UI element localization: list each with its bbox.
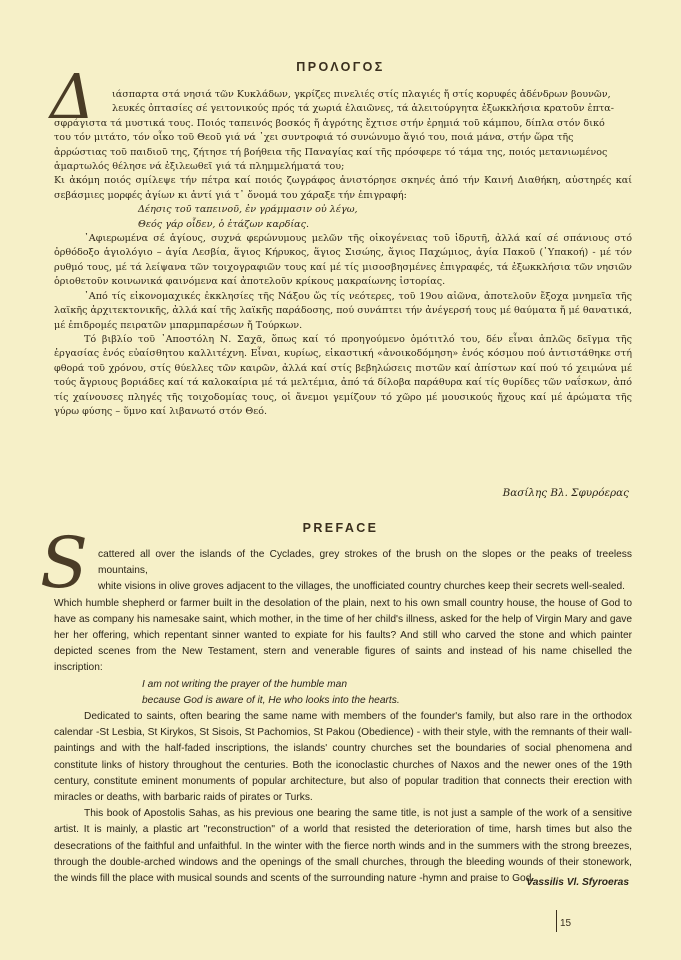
greek-paragraph-2: Κι ἀκόμη ποιός σμίλεψε τήν πέτρα καί ποιός ζωγράφος ἀνιστόρησε σκηνές ἀπό τήν Καινή Διαθήκη, αὐστηρές καί σεβάσμιες μορφές ἁγίων κι ἀντί γιά τ᾽ ὄνομά του χάραξε τήν ἐπιγραφή: <box>54 175 632 201</box>
english-paragraph-4: This book of Apostolis Sahas, as his previous one bearing the same title, is not just a sample of the work of a sensitive artist. It is mainly, a plastic art "reconstruction" of a world that resisted the deterioration of time, harsh times but also the desecrations of the faithful and unfaithful. In the winter with the fierce north winds and in the summers with the strong breezes, through the double-arched windows and the openings of the small churches, through the bleeding wounds of their stonework, the winds fill the place with musical sounds and scents of the surrounding nature -hymn and praise to God. <box>54 808 632 885</box>
greek-line-3: σφράγιστα τά μυστικά τους. Ποιός ταπεινός βοσκός ἤ ἀγρότης ἔχτισε στήν ἐρημιά τοῦ κάμπου, δίπλα στόν δικό <box>54 117 605 129</box>
greek-signature: Βασίλης Βλ. Σφυρόερας <box>502 487 629 499</box>
english-paragraph-1: Which humble shepherd or farmer built in the desolation of the plain, next to his own small country house, the house of God to have as company his namesake saint, which mother, in the time of her child's illness, asked for the help of Virgin Mary and gave her her offering, which repentant sinner wanted to expiate for his faults? And still who carved the stone and which painter depicted scenes from the New Testament, stern and venerable figures of saints and instead of his name chiselled the inscription: <box>54 597 632 674</box>
english-verse-1: I am not writing the prayer of the humble man <box>142 678 347 690</box>
greek-line-2: λευκές ὀπτασίες σέ γειτονικούς πρός τά χωριά ἐλαιῶνες, τά ἀλειτούργητα ἐξωκκλήσια κρατοῦν ἑπτα- <box>112 103 614 115</box>
page-number-rule <box>556 910 557 932</box>
page-number-text: 15 <box>560 918 572 929</box>
page-number <box>556 910 571 932</box>
greek-line-4: του τόν μιτάτο, τόν οἶκο τοῦ Θεοῦ γιά νά ᾽χει συντροφιά τό συνώνυμο ἅγιό του, ποιά μάνα, στήν ὥρα τῆς <box>54 132 574 144</box>
english-dropcap: S <box>40 522 88 604</box>
english-line-2: white visions in olive groves adjacent to the villages, the unofficiated country churches keep their secrets well-sealed. <box>98 581 626 593</box>
greek-title: ΠΡΟΛΟΓΟΣ <box>296 60 385 74</box>
greek-paragraph-4: ᾽Από τίς εἰκονομαχικές ἐκκλησίες τῆς Νάξου ὥς τίς νεότερες, τοῦ 19ου αἰῶνα, ἀποτελοῦν ἔξοχα μνημεῖα τῆς λαϊκῆς ἀρχιτεκτονικῆς, ἀλλά καί τῆς λαϊκῆς παράδοσης, πού συνάπτει τήν ἀνέγερσή τους μέ θαύματα ἤ μέ θανατικά, μέ ἐπιδρομές πειρατῶν μπαρμπαρέσων ἤ Τούρκων. <box>54 290 632 331</box>
english-paragraph-3: Dedicated to saints, often bearing the same name with members of the founder's family, but also rare in the orthodox calendar -St Lesbia, St Kirykos, St Sisois, St Pachomios, St Pakou (Obedience) - with their style, with the remnants of their wall-paintings and with the half-faded inscriptions, the islands' country churches set the boundaries of social phenomena and constitute links of history throughout the centuries. Both the iconoclastic churches of Naxos and the newer ones of the 19th century, constitute eminent monuments of popular architecture, but also of popular tradition that connects their erection with miracles or deaths, with barbaric raids of pirates or Turks. <box>54 711 632 804</box>
greek-verse-2: Θεός γάρ οἶδεν, ὁ ἐτάζων καρδίας. <box>138 218 310 230</box>
greek-line-5: ἀρρώστιας τοῦ παιδιοῦ της, ζήτησε τή βοήθεια τῆς Παναγίας καί τῆς πρόσφερε τό τάμα της, ποιός μετανιωμένος <box>54 146 608 158</box>
english-body <box>54 547 632 887</box>
english-title: PREFACE <box>302 521 379 535</box>
greek-paragraph-5: Τό βιβλίο τοῦ ᾽Αποστόλη Ν. Σαχᾶ, ὅπως καί τό προηγούμενο ὁμότιτλό του, δέν εἶναι ἁπλῶς δεῖγμα τῆς ἐργασίας ἑνός εὐαίσθητου καλλιτέχνη. Εἶναι, κυρίως, εἰκαστική «ἀνοικοδόμηση» ἑνός κόσμου πού ἀντιστάθηκε στή φθορά τοῦ χρόνου, στίς θύελλες τῶν καιρῶν, ἀλλά καί στίς βεβηλώσεις πιστῶν καί ἀπίστων καί πού τό χειμώνα μέ τούς ἄγριους βοριάδες καί τά καλοκαίρια μέ τά μελτέμια, ἀπό τά δίλοβα παράθυρα καί τίς θυρίδες τῶν ναΐσκων, ἀπό τίς χαίνουσες πληγές τῆς τοιχοδομίας τους, οἱ ἄνεμοι γεμίζουν τό χῶρο μέ μουσικούς ἤχους καί μέ ἀρώματα τῆς γύρω φύσης – ὕμνο καί λιβανωτό στόν Θεό. <box>54 333 632 417</box>
greek-paragraph-3: ᾽Αφιερωμένα σέ ἁγίους, συχνά φερώνυμους μελῶν τῆς οἰκογένειας τοῦ ἱδρυτῆ, ἀλλά καί σέ σπάνιους στό ὀρθόδοξο ἁγιολόγιο – ἁγία Λεσβία, ἅγιος Κήρυκος, ἅγιος Σισώης, ἅγιος Παχώμιος, ἁγία Πακοῦ (῾Υπακοή) - μέ τόν ρυθμό τους, μέ τά λείψανα τῶν τοιχογραφιῶν τους καί μέ τίς μισοσβησμένες ἐπιγραφές, τά ἐξωκκλήσια τῶν νησιῶν ὁριοθετοῦν κοινωνικά φαινόμενα καί ἀποτελοῦν κρίκους μακραίωνης ἱστορίας. <box>54 233 632 288</box>
greek-line-6: ἁμαρτωλός θέλησε νά ἐξιλεωθεῖ γιά τά πλημμελήματά του; <box>54 161 345 173</box>
english-line-1: cattered all over the islands of the Cyclades, grey strokes of the brush on the slopes or the peaks of treeless mountains, <box>98 549 632 577</box>
english-signature: Vassilis Vl. Sfyroeras <box>526 877 629 888</box>
greek-dropcap: Δ <box>50 60 95 133</box>
greek-line-1: ιάσπαρτα στά νησιά τῶν Κυκλάδων, γκρίζες πινελιές στίς πλαγιές ἤ στίς κορυφές ἀδένδρων βουνῶν, <box>112 89 611 100</box>
greek-verse-1: Δέησις τοῦ ταπεινοῦ, ἐν γράμμασιν οὐ λέγω, <box>138 204 358 216</box>
greek-body <box>54 88 632 419</box>
english-verse-2: because God is aware of it, He who looks into the hearts. <box>142 694 400 706</box>
